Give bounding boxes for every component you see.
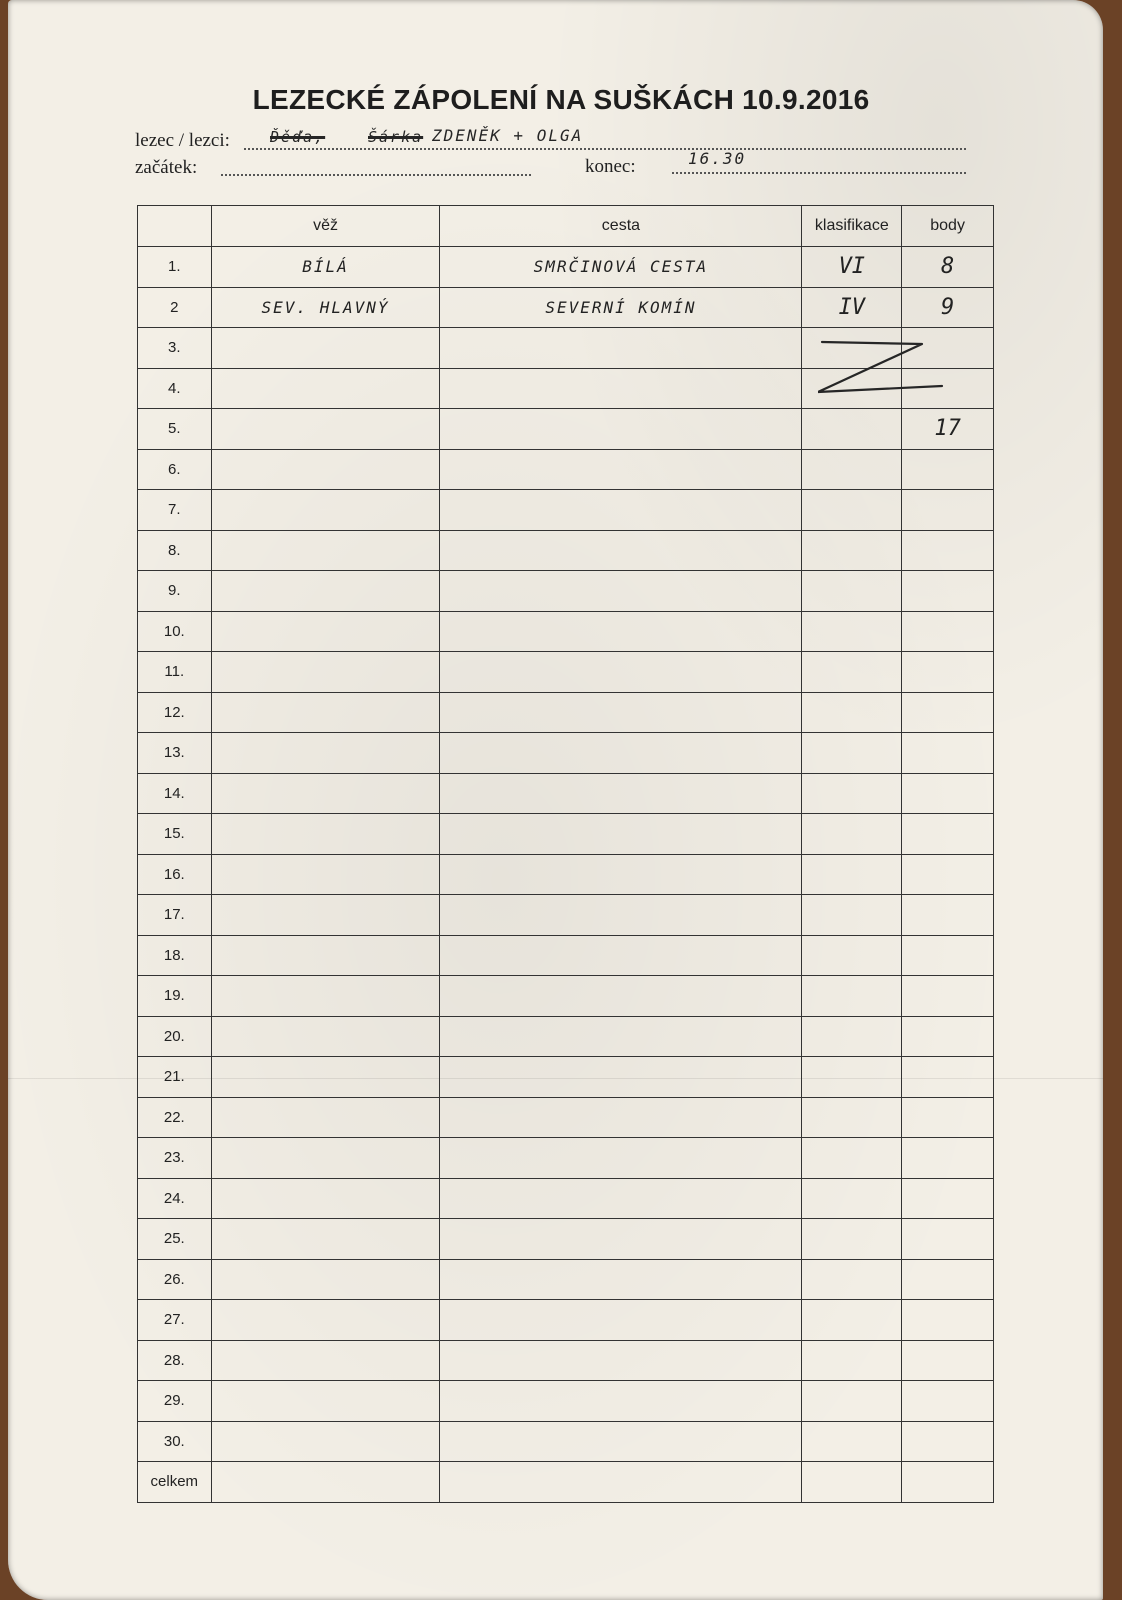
cell-vez[interactable] [211,449,440,490]
cell-vez[interactable] [211,814,440,855]
cell-body[interactable] [902,571,994,612]
cell-body[interactable] [902,692,994,733]
row-number: 15. [138,814,212,855]
cell-body[interactable] [902,935,994,976]
cell-klasifikace[interactable] [802,530,902,571]
row-number: 17. [138,895,212,936]
column-header-body: body [902,206,994,247]
cell-klasifikace[interactable] [802,1178,902,1219]
cell-klasifikace[interactable] [802,652,902,693]
cell-body[interactable] [902,1340,994,1381]
column-header-klasifikace: klasifikace [802,206,902,247]
row-number: 12. [138,692,212,733]
cell-cesta[interactable] [440,652,802,693]
row-number: 9. [138,571,212,612]
cell-body[interactable] [902,1219,994,1260]
cell-vez[interactable] [211,1259,440,1300]
cell-vez[interactable] [211,368,440,409]
cell-vez[interactable] [211,1219,440,1260]
table-row [138,1421,994,1462]
cell-vez[interactable] [211,409,440,450]
cell-klasifikace[interactable] [802,611,902,652]
table-row [138,733,994,774]
cell-klasifikace[interactable] [802,733,902,774]
cell-body[interactable] [902,773,994,814]
cell-body[interactable] [902,733,994,774]
cell-cesta[interactable] [440,1421,802,1462]
table-row [138,773,994,814]
cell-body[interactable] [902,1381,994,1422]
table-row [138,490,994,531]
row-number: 29. [138,1381,212,1422]
total-cell-cesta[interactable] [440,1462,802,1503]
cell-klasifikace[interactable] [802,1300,902,1341]
cell-vez[interactable] [211,1178,440,1219]
row-number: 2 [138,287,212,328]
row-number: 8. [138,530,212,571]
cell-cesta[interactable]: SEVERNÍ KOMÍN [440,287,802,328]
climber-label: lezec / lezci: [135,130,230,151]
cell-vez[interactable] [211,571,440,612]
row-number: 24. [138,1178,212,1219]
row-number: 4. [138,368,212,409]
row-number: 18. [138,935,212,976]
table-row [138,571,994,612]
table-row [138,935,994,976]
table-row [138,1138,994,1179]
cell-vez[interactable] [211,1300,440,1341]
cell-klasifikace[interactable] [802,976,902,1017]
cell-klasifikace[interactable] [802,490,902,531]
table-row [138,1381,994,1422]
row-number: 13. [138,733,212,774]
cell-klasifikace[interactable] [802,1016,902,1057]
cell-cesta[interactable] [440,1138,802,1179]
cell-body[interactable] [902,652,994,693]
row-number: 25. [138,1219,212,1260]
climber-dotted-line [244,148,966,150]
cell-body[interactable]: 9 [902,287,994,328]
cell-cesta[interactable] [440,328,802,369]
cell-cesta[interactable] [440,1300,802,1341]
cell-cesta[interactable] [440,692,802,733]
cell-klasifikace[interactable] [802,773,902,814]
cell-body[interactable] [902,854,994,895]
cell-cesta[interactable]: SMRČINOVÁ CESTA [440,247,802,288]
cell-klasifikace[interactable] [802,1259,902,1300]
cell-cesta[interactable] [440,895,802,936]
table-row [138,1097,994,1138]
total-cell-vez[interactable] [211,1462,440,1503]
cell-vez[interactable] [211,692,440,733]
climber-struck-2: Šárka [368,128,424,146]
page-title: LEZECKÉ ZÁPOLENÍ NA SUŠKÁCH 10.9.2016 [252,84,870,115]
cell-klasifikace[interactable] [802,935,902,976]
cell-body[interactable] [902,611,994,652]
cell-body[interactable] [902,895,994,936]
table-row [138,1178,994,1219]
cell-klasifikace[interactable]: VI [802,247,902,288]
cell-body[interactable] [902,1178,994,1219]
cell-cesta[interactable] [440,368,802,409]
column-header-number [138,206,212,247]
cell-body[interactable] [902,490,994,531]
total-label: celkem [138,1462,212,1503]
table-row [138,247,994,288]
cell-vez[interactable] [211,1097,440,1138]
cell-vez[interactable] [211,652,440,693]
table-row [138,1219,994,1260]
cell-cesta[interactable] [440,571,802,612]
cell-klasifikace[interactable] [802,692,902,733]
row-number: 11. [138,652,212,693]
cell-cesta[interactable] [440,611,802,652]
cell-cesta[interactable] [440,1097,802,1138]
cell-vez[interactable] [211,1381,440,1422]
cell-klasifikace[interactable] [802,1340,902,1381]
cell-klasifikace[interactable] [802,571,902,612]
table-row [138,1340,994,1381]
cell-cesta[interactable] [440,733,802,774]
table-row [138,814,994,855]
cell-klasifikace[interactable] [802,1138,902,1179]
cell-body[interactable] [902,1259,994,1300]
row-number: 7. [138,490,212,531]
z-strike-mark [818,336,948,396]
end-dotted-line [672,172,966,174]
row-number: 1. [138,247,212,288]
cell-vez[interactable] [211,328,440,369]
table-row [138,976,994,1017]
cell-body[interactable] [902,1016,994,1057]
end-value[interactable]: 16.30 [688,149,747,168]
cell-cesta[interactable] [440,1016,802,1057]
cell-vez[interactable]: BÍLÁ [211,247,440,288]
cell-klasifikace[interactable] [802,1057,902,1098]
cell-cesta[interactable] [440,1259,802,1300]
row-number: 28. [138,1340,212,1381]
table-header-row [138,206,994,247]
total-row [138,1462,994,1503]
cell-vez[interactable] [211,530,440,571]
cell-body[interactable]: 8 [902,247,994,288]
results-table [137,205,994,1503]
row-number: 22. [138,1097,212,1138]
cell-vez[interactable] [211,1138,440,1179]
cell-body[interactable] [902,1300,994,1341]
row-number: 10. [138,611,212,652]
cell-body[interactable] [902,530,994,571]
cell-vez[interactable] [211,1016,440,1057]
cell-cesta[interactable] [440,1057,802,1098]
row-number: 27. [138,1300,212,1341]
table-row [138,854,994,895]
cell-vez[interactable] [211,1421,440,1462]
cell-klasifikace[interactable] [802,1097,902,1138]
cell-cesta[interactable] [440,773,802,814]
cell-body[interactable] [902,1097,994,1138]
cell-body[interactable] [902,1421,994,1462]
cell-cesta[interactable] [440,1381,802,1422]
cell-vez[interactable] [211,895,440,936]
table-row [138,1300,994,1341]
cell-cesta[interactable] [440,935,802,976]
cell-body[interactable] [902,1057,994,1098]
cell-body[interactable] [902,814,994,855]
table-row [138,895,994,936]
row-number: 5. [138,409,212,450]
table-row [138,287,994,328]
row-number: 26. [138,1259,212,1300]
table-row [138,1057,994,1098]
row-number: 3. [138,328,212,369]
total-cell-klasifikace[interactable] [802,1462,902,1503]
cell-klasifikace[interactable]: IV [802,287,902,328]
cell-cesta[interactable] [440,1178,802,1219]
total-cell-body[interactable] [902,1462,994,1503]
table-row [138,692,994,733]
row-number: 14. [138,773,212,814]
cell-klasifikace[interactable] [802,1421,902,1462]
row-number: 6. [138,449,212,490]
cell-vez[interactable] [211,733,440,774]
cell-body[interactable]: 17 [902,409,994,450]
cell-body[interactable] [902,976,994,1017]
cell-body[interactable] [902,1138,994,1179]
cell-cesta[interactable] [440,449,802,490]
cell-cesta[interactable] [440,854,802,895]
cell-vez[interactable] [211,1057,440,1098]
start-label: začátek: [135,157,198,178]
row-number: 21. [138,1057,212,1098]
climber-value[interactable]: ZDENĚK + OLGA [432,126,584,145]
cell-cesta[interactable] [440,976,802,1017]
table-row [138,409,994,450]
cell-klasifikace[interactable] [802,449,902,490]
cell-cesta[interactable] [440,814,802,855]
row-number: 23. [138,1138,212,1179]
cell-cesta[interactable] [440,530,802,571]
cell-vez[interactable] [211,935,440,976]
cell-vez[interactable] [211,976,440,1017]
cell-vez[interactable] [211,854,440,895]
cell-body[interactable] [902,449,994,490]
table-row [138,449,994,490]
cell-vez[interactable] [211,490,440,531]
cell-klasifikace[interactable] [802,854,902,895]
cell-vez[interactable] [211,773,440,814]
cell-cesta[interactable] [440,409,802,450]
row-number: 16. [138,854,212,895]
cell-cesta[interactable] [440,490,802,531]
cell-klasifikace[interactable] [802,409,902,450]
column-header-vez: věž [211,206,440,247]
row-number: 30. [138,1421,212,1462]
table-row [138,611,994,652]
row-number: 19. [138,976,212,1017]
table-row [138,652,994,693]
row-number: 20. [138,1016,212,1057]
start-dotted-line [221,174,531,176]
table-row [138,1016,994,1057]
climber-struck-1: Ďěďa, [270,128,326,146]
cell-klasifikace[interactable] [802,895,902,936]
cell-klasifikace[interactable] [802,1219,902,1260]
end-label: konec: [585,156,636,177]
cell-klasifikace[interactable] [802,1381,902,1422]
cell-vez[interactable]: SEV. HLAVNÝ [211,287,440,328]
cell-klasifikace[interactable] [802,814,902,855]
column-header-cesta: cesta [440,206,802,247]
cell-cesta[interactable] [440,1340,802,1381]
cell-vez[interactable] [211,1340,440,1381]
table-row [138,1259,994,1300]
cell-vez[interactable] [211,611,440,652]
table-row [138,530,994,571]
cell-cesta[interactable] [440,1219,802,1260]
